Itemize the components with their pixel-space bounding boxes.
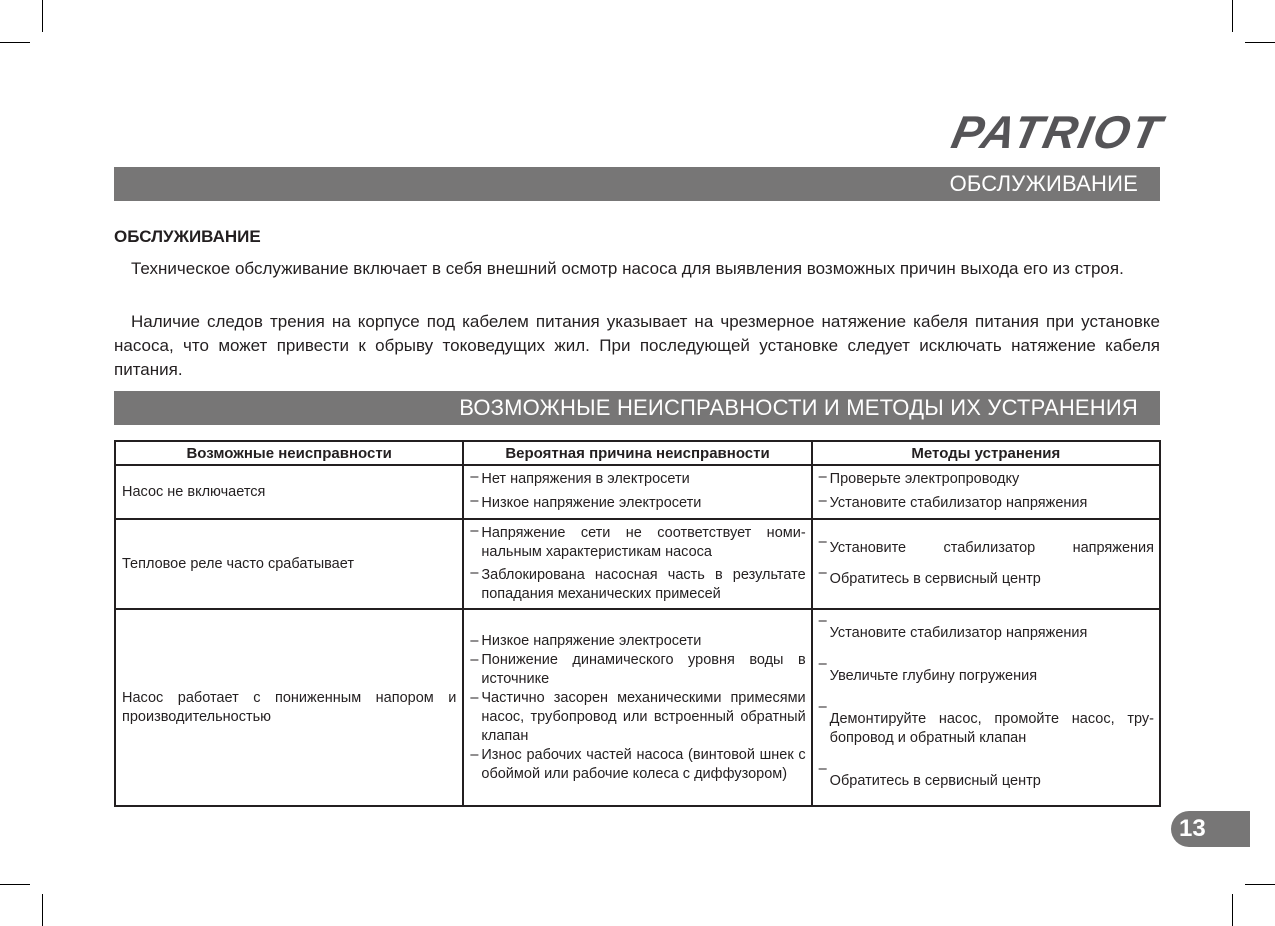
cause-item: – Низкое напряжение электросети bbox=[470, 632, 805, 651]
fix-item: – Демонтируйте насос, промойте насос, трубопровод и обратный клапан bbox=[819, 698, 1154, 760]
fix-item: – Увеличьте глубину погружения bbox=[819, 655, 1154, 698]
fix-item: – Обратитесь в сервисный центр bbox=[819, 564, 1154, 595]
column-header: Возможные неисправности bbox=[115, 441, 463, 465]
column-header: Методы устранения bbox=[812, 441, 1160, 465]
section-title: ОБСЛУЖИВАНИЕ bbox=[114, 227, 261, 246]
fix-item: – Установите стабилизатор напряжения bbox=[819, 533, 1154, 564]
brand-logo: PATRIOT bbox=[947, 106, 1168, 158]
fix-item: – Обратитесь в сервисный центр bbox=[819, 760, 1154, 803]
fix-item: – Установите стабилизатор напряжения bbox=[819, 492, 1154, 516]
crop-mark bbox=[0, 884, 30, 885]
fix-item: – Установите стабилизатор напряжения bbox=[819, 612, 1154, 655]
table-row bbox=[115, 465, 1160, 519]
cause-item: – Низкое напряжение электросети bbox=[470, 492, 805, 516]
table-row bbox=[115, 609, 1160, 806]
causes-cell bbox=[463, 519, 811, 609]
cause-item: – Понижение динамического уровня воды в источнике bbox=[470, 651, 805, 689]
fixes-cell bbox=[812, 609, 1160, 806]
crop-mark bbox=[0, 42, 30, 43]
column-header: Вероятная причина неисправности bbox=[463, 441, 811, 465]
table-row bbox=[115, 519, 1160, 609]
fix-item: – Проверьте электропроводку bbox=[819, 468, 1154, 492]
cause-item: – Частично засорен механическими примесями насос, трубопровод или встроенный обратный клапан bbox=[470, 689, 805, 746]
issue-cell: Насос не включается bbox=[115, 465, 463, 519]
crop-mark bbox=[1232, 0, 1233, 32]
fixes-cell bbox=[812, 519, 1160, 609]
causes-cell bbox=[463, 609, 811, 806]
crop-mark bbox=[1245, 884, 1275, 885]
fixes-cell bbox=[812, 465, 1160, 519]
cause-item: – Напряжение сети не соответствует номинальным характеристикам насоса bbox=[470, 522, 805, 564]
crop-mark bbox=[42, 0, 43, 32]
issue-cell: Тепловое реле часто срабатывает bbox=[115, 519, 463, 609]
header-band bbox=[114, 167, 1160, 201]
page-number: 13 bbox=[1171, 811, 1250, 847]
crop-mark bbox=[42, 894, 43, 926]
crop-mark bbox=[1232, 894, 1233, 926]
table-header-row bbox=[115, 441, 1160, 465]
faults-table bbox=[114, 440, 1161, 807]
faults-band-title: ВОЗМОЖНЫЕ НЕИСПРАВНОСТИ И МЕТОДЫ ИХ УСТРАНЕНИЯ bbox=[459, 395, 1138, 420]
crop-mark bbox=[1245, 42, 1275, 43]
cause-item: – Нет напряжения в электросети bbox=[470, 468, 805, 492]
cause-item: – Износ рабочих частей насоса (винтовой шнек с обоймой или рабочие колеса с диффузором) bbox=[470, 746, 805, 784]
cause-item: – Заблокирована насосная часть в результате попадания механических примесей bbox=[470, 564, 805, 606]
issue-cell: Насос работает с пониженным напором и производительностью bbox=[115, 609, 463, 806]
header-band-title: ОБСЛУЖИВАНИЕ bbox=[949, 171, 1138, 196]
causes-cell bbox=[463, 465, 811, 519]
paragraph: Наличие следов трения на корпусе под кабелем питания указывает на чрезмерное натяжение кабеля питания при установке насоса, что может привести к обрыву токоведущих жил. При последующей установке следует исключать натяжение кабеля питания. bbox=[114, 312, 1160, 379]
faults-band bbox=[114, 391, 1160, 425]
paragraph: Техническое обслуживание включает в себя внешний осмотр насоса для выявления возможных причин выхода его из строя. bbox=[131, 259, 1124, 278]
